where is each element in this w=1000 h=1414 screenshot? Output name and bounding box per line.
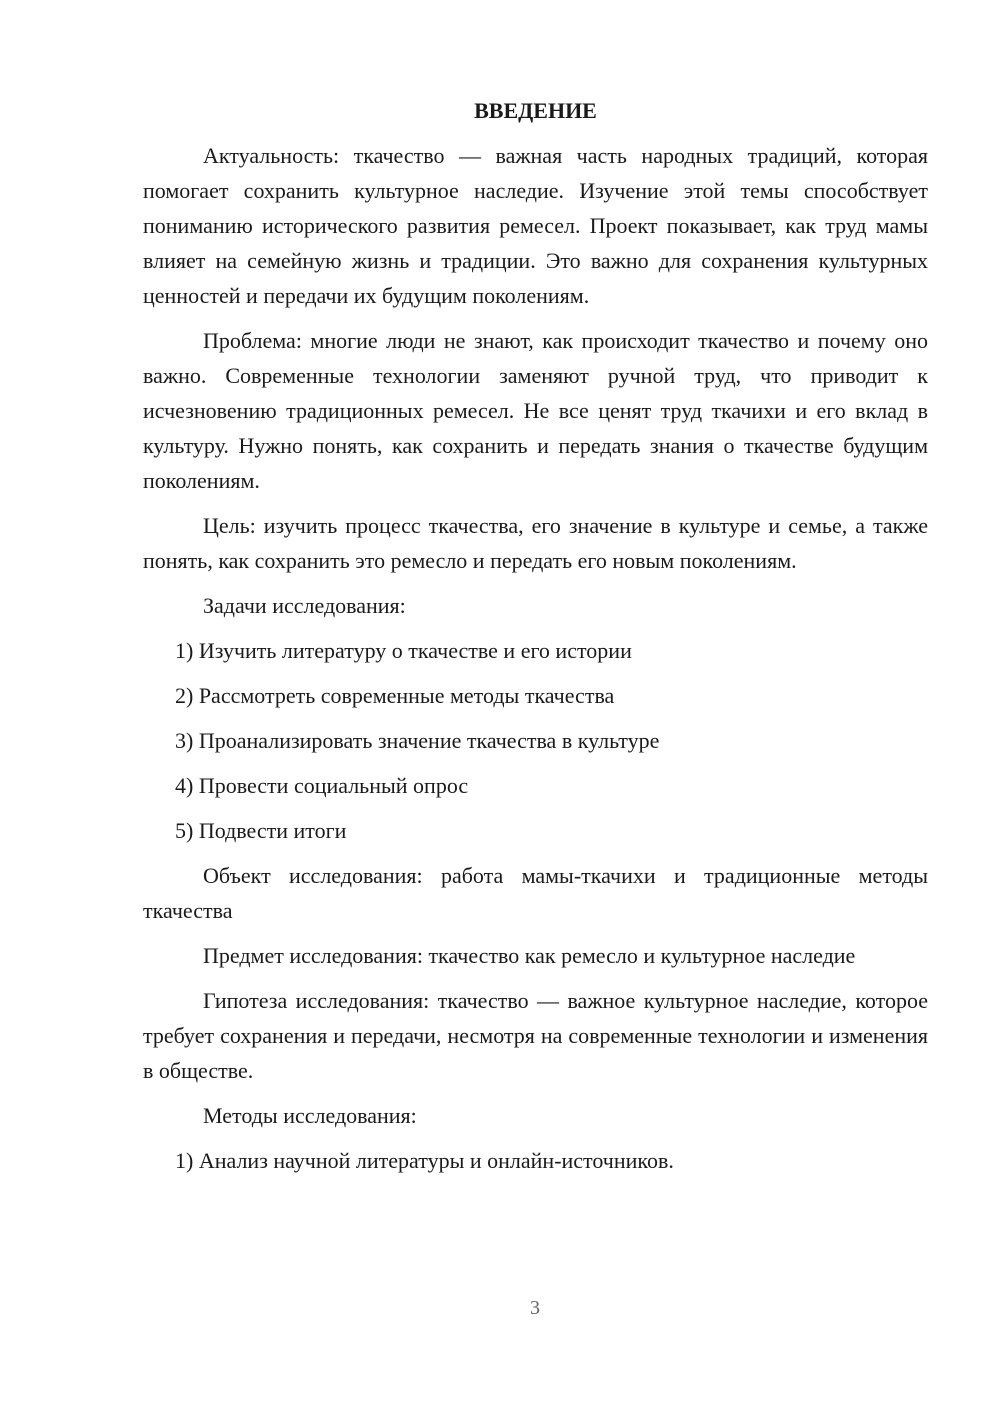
page-title: ВВЕДЕНИЕ bbox=[474, 98, 597, 123]
task-item-4: 4) Провести социальный опрос bbox=[175, 773, 469, 798]
tasks-heading: Задачи исследования: bbox=[203, 593, 406, 618]
goal-paragraph: Цель: изучить процесс ткачества, его значение в культуре и семье, а также понять, как сохранить это ремесло и передать его новым поколениям. bbox=[143, 513, 928, 573]
task-item-1: 1) Изучить литературу о ткачестве и его истории bbox=[175, 638, 632, 663]
method-item-1: 1) Анализ научной литературы и онлайн-источников. bbox=[175, 1148, 674, 1173]
problem-paragraph: Проблема: многие люди не знают, как происходит ткачество и почему оно важно. Современные технологии заменяют ручной труд, что приводит к исчезновению традиционных ремесел. Не все ценят труд ткачихи и его вклад в культуру. Нужно понять, как сохранить и передать знания о ткачестве будущим поколениям. bbox=[143, 328, 928, 493]
methods-heading: Методы исследования: bbox=[203, 1103, 417, 1128]
object-paragraph: Объект исследования: работа мамы-ткачихи и традиционные методы ткачества bbox=[143, 863, 928, 923]
page-number: 3 bbox=[530, 1297, 540, 1319]
subject-paragraph: Предмет исследования: ткачество как ремесло и культурное наследие bbox=[203, 943, 856, 968]
task-item-2: 2) Рассмотреть современные методы ткачества bbox=[175, 683, 615, 708]
document-page bbox=[143, 96, 928, 1188]
task-item-5: 5) Подвести итоги bbox=[175, 818, 347, 843]
task-item-3: 3) Проанализировать значение ткачества в культуре bbox=[175, 728, 660, 753]
relevance-paragraph: Актуальность: ткачество — важная часть народных традиций, которая помогает сохранить культурное наследие. Изучение этой темы способствует пониманию исторического развития ремесел. Проект показывает, как труд мамы влияет на семейную жизнь и традиции. Это важно для сохранения культурных ценностей и передачи их будущим поколениям. bbox=[143, 143, 928, 308]
hypothesis-paragraph: Гипотеза исследования: ткачество — важное культурное наследие, которое требует сохранения и передачи, несмотря на современные технологии и изменения в обществе. bbox=[143, 988, 928, 1083]
